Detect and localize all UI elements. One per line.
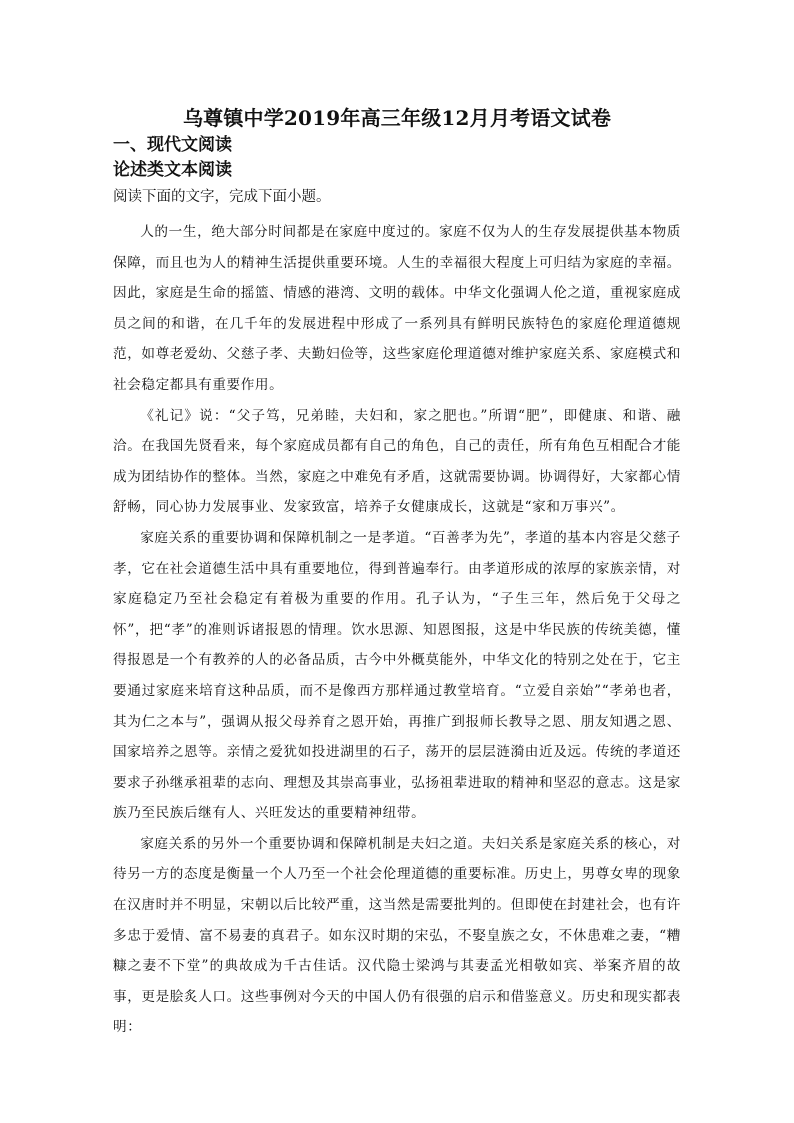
reading-passage xyxy=(113,217,681,1043)
exam-title: 乌尊镇中学2019年高三年级12月月考语文试卷 xyxy=(182,106,612,130)
passage-paragraph: 《礼记》说：“父子笃，兄弟睦，夫妇和，家之肥也。”所谓“肥”，即健康、和谐、融洽。在我国先贤看来，每个家庭成员都有自己的角色，自己的责任，所有角色互相配合才能成为团结协作的整体。当然，家庭之中难免有矛盾，这就需要协调。协调得好，大家都心情舒畅，同心协力发展事业、发家致富，培养子女健康成长，这就是“家和万事兴”。 xyxy=(113,407,681,516)
passage-paragraph: 家庭关系的另外一个重要协调和保障机制是夫妇之道。夫妇关系是家庭关系的核心，对待另一方的态度是衡量一个人乃至一个社会伦理道德的重要标准。历史上，男尊女卑的现象在汉唐时并不明显，宋朝以后比较严重，这当然是需要批判的。但即使在封建社会，也有许多忠于爱情、富不易妻的真君子。如东汉时期的宋弘，不娶皇族之女，不休患难之妻，“糟糠之妻不下堂”的典故成为千古佳话。汉代隐士梁鸿与其妻孟光相敬如宾、举案齐眉的故事，更是脍炙人口。这些事例对今天的中国人仍有很强的启示和借鉴意义。历史和现实都表明： xyxy=(113,835,681,1036)
passage-paragraph: 人的一生，绝大部分时间都是在家庭中度过的。家庭不仅为人的生存发展提供基本物质保障，而且也为人的精神生活提供重要环境。人生的幸福很大程度上可归结为家庭的幸福。因此，家庭是生命的摇篮、情感的港湾、文明的载体。中华文化强调人伦之道，重视家庭成员之间的和谐，在几千年的发展进程中形成了一系列具有鲜明民族特色的家庭伦理道德规范，如尊老爱幼、父慈子孝、夫勤妇俭等，这些家庭伦理道德对维护家庭关系、家庭模式和社会稳定都具有重要作用。 xyxy=(113,224,681,393)
subsection-heading: 论述类文本阅读 xyxy=(113,160,232,180)
reading-instruction: 阅读下面的文字，完成下面小题。 xyxy=(113,189,331,205)
section-heading: 一、现代文阅读 xyxy=(113,135,232,155)
passage-paragraph: 家庭关系的重要协调和保障机制之一是孝道。“百善孝为先”，孝道的基本内容是父慈子孝，它在社会道德生活中具有重要地位，得到普遍奉行。由孝道形成的浓厚的家族亲情，对家庭稳定乃至社会稳定有着极为重要的作用。孔子认为，“子生三年，然后免于父母之怀”，把“孝”的准则诉诸报恩的情理。饮水思源、知恩图报，这是中华民族的传统美德，懂得报恩是一个有教养的人的必备品质，古今中外概莫能外，中华文化的特别之处在于，它主要通过家庭来培育这种品质，而不是像西方那样通过教堂培育。“立爱自亲始”“孝弟也者，其为仁之本与”，强调从报父母养育之恩开始，再推广到报师长教导之恩、朋友知遇之恩、国家培养之恩等。亲情之爱犹如投进湖里的石子，荡开的层层涟漪由近及远。传统的孝道还要求子孙继承祖辈的志向、理想及其崇高事业，弘扬祖辈进取的精神和坚忍的意志。这是家族乃至民族后继有人、兴旺发达的重要精神纽带。 xyxy=(113,529,681,822)
